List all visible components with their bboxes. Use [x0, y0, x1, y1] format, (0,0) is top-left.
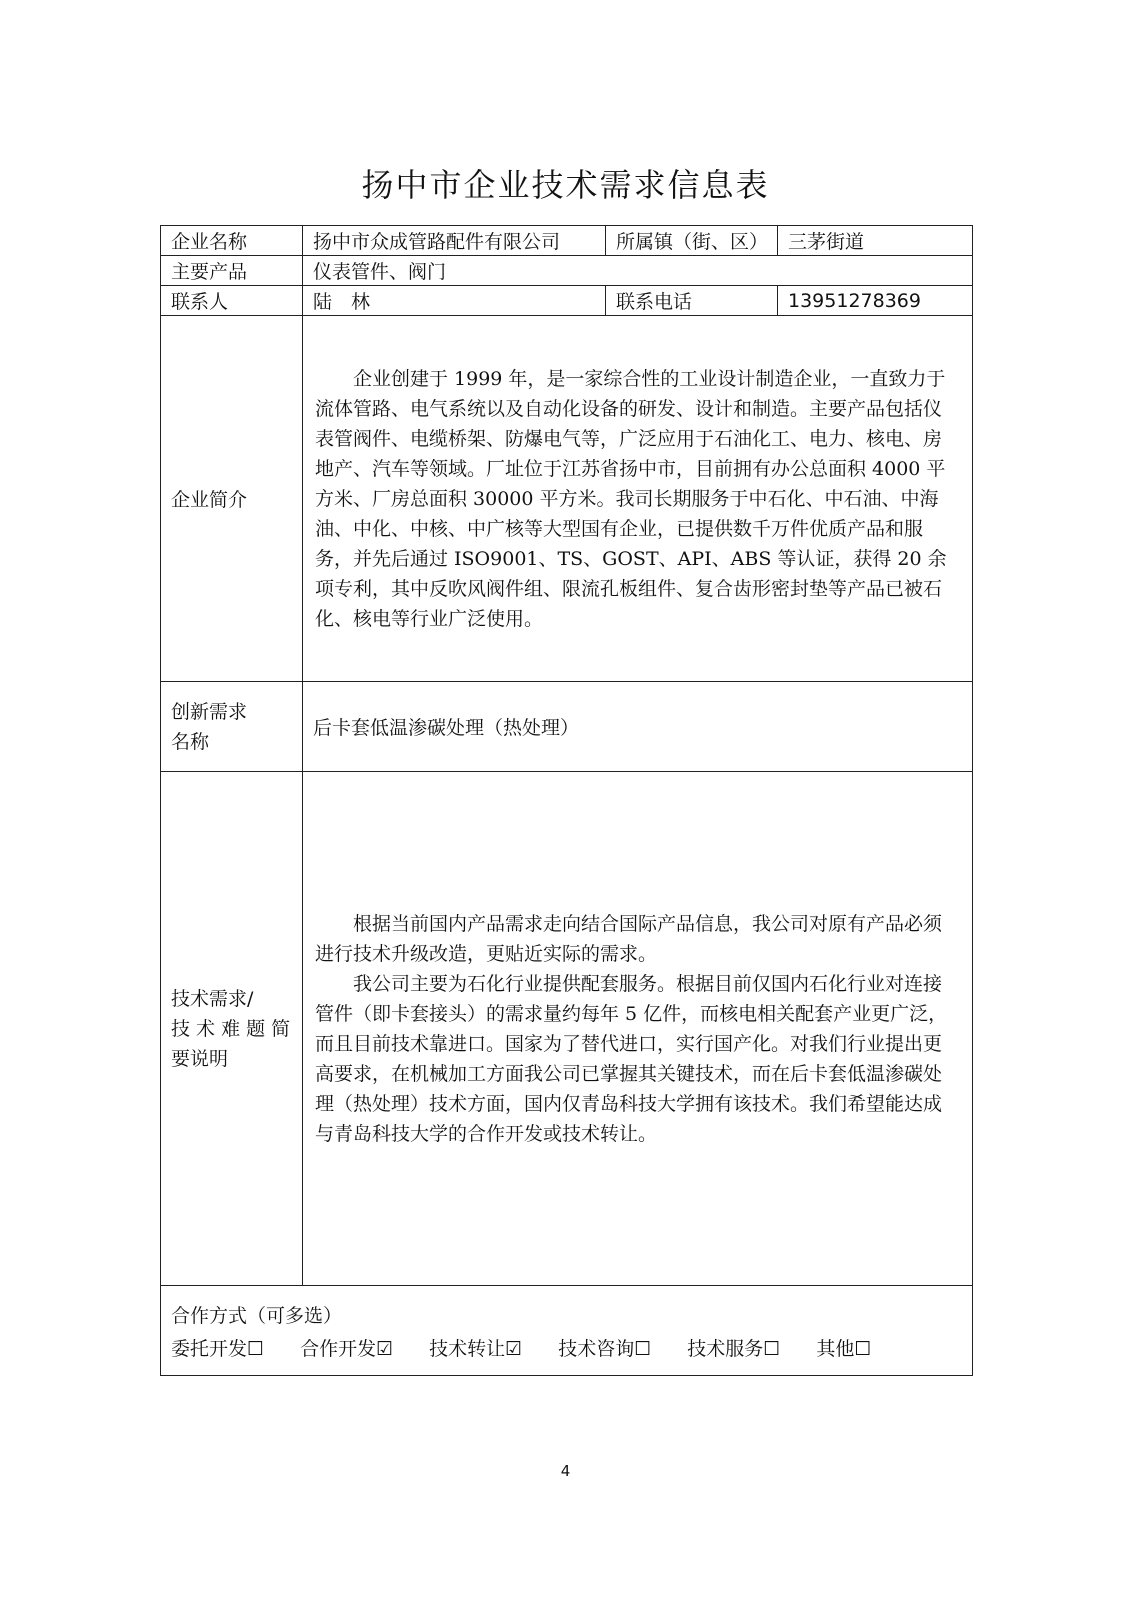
tech-demand-table: [160, 225, 973, 1376]
coop-option-label: 技术转让: [429, 1337, 506, 1360]
row-products: [161, 256, 973, 286]
tech-label-line2: 技 术 难 题 简: [171, 1017, 291, 1040]
demand-label-line1: 创新需求: [171, 700, 248, 723]
town-label: 所属镇（街、区）: [606, 226, 778, 256]
products-value: 仪表管件、阀门: [303, 256, 973, 286]
coop-option-entrust[interactable]: [171, 1334, 264, 1361]
coop-option-transfer[interactable]: [429, 1334, 522, 1361]
demand-label-line2: 名称: [171, 730, 210, 753]
coop-option-label: 技术服务: [687, 1337, 764, 1360]
checkbox-icon[interactable]: ☐: [247, 1337, 265, 1360]
intro-text: 企业创建于 1999 年，是一家综合性的工业设计制造企业，一直致力于流体管路、电气系统以及自动化设备的研发、设计和制造。主要产品包括仪表管阀件、电缆桥架、防爆电气等，广泛应用于石油化工、电力、核电、房地产、汽车等领域。厂址位于江苏省扬中市，目前拥有办公总面积 4000 平方米、厂房总面积 30000 平方米。我司长期服务于中石化、中石油、中海油、中化、中核、中广核等大型国有企业，已提供数千万件优质产品和服务，并先后通过 ISO9001、TS、GOST、API、ABS 等认证，获得 20 余项专利，其中反吹风阀件组、限流孔板组件、复合齿形密封垫等产品已被石化、核电等行业广泛使用。: [315, 367, 947, 630]
demand-value: 后卡套低温渗碳处理（热处理）: [303, 682, 973, 772]
coop-option-label: 委托开发: [171, 1337, 248, 1360]
coop-option-joint[interactable]: [300, 1334, 393, 1361]
row-demand: [161, 682, 973, 772]
company-name-label: 企业名称: [161, 226, 303, 256]
coop-option-consult[interactable]: [558, 1334, 651, 1361]
town-value: 三茅街道: [778, 226, 973, 256]
intro-label: 企业简介: [161, 316, 303, 682]
contact-label: 联系人: [161, 286, 303, 316]
tech-label: [161, 772, 303, 1286]
coop-option-other[interactable]: [816, 1334, 871, 1361]
products-label: 主要产品: [161, 256, 303, 286]
cooperation-title: 合作方式（可多选）: [171, 1304, 343, 1327]
coop-option-label: 合作开发: [300, 1337, 377, 1360]
page-title: 扬中市企业技术需求信息表: [361, 166, 770, 204]
checkbox-icon[interactable]: ☐: [854, 1337, 872, 1360]
checkbox-checked-icon[interactable]: ☑: [505, 1337, 523, 1360]
checkbox-icon[interactable]: ☐: [763, 1337, 781, 1360]
cooperation-options: [171, 1334, 962, 1361]
row-company-name: [161, 226, 973, 256]
tech-para-1: 根据当前国内产品需求走向结合国际产品信息，我公司对原有产品必须进行技术升级改造，更贴近实际的需求。: [315, 912, 943, 965]
phone-label: 联系电话: [606, 286, 778, 316]
company-name-value: 扬中市众成管路配件有限公司: [303, 226, 606, 256]
row-intro: [161, 316, 973, 682]
tech-label-line3: 要说明: [171, 1047, 229, 1070]
checkbox-checked-icon[interactable]: ☑: [376, 1337, 394, 1360]
page-number: 4: [560, 1462, 571, 1480]
row-tech: [161, 772, 973, 1286]
tech-para-2: 我公司主要为石化行业提供配套服务。根据目前仅国内石化行业对连接管件（即卡套接头）的需求量约每年 5 亿件，而核电相关配套产业更广泛，而且目前技术靠进口。国家为了替代进口，实行国产化。对我们行业提出更高要求，在机械加工方面我公司已掌握其关键技术，而在后卡套低温渗碳处理（热处理）技术方面，国内仅青岛科技大学拥有该技术。我们希望能达成与青岛科技大学的合作开发或技术转让。: [315, 972, 948, 1145]
tech-label-line1: 技术需求/: [171, 987, 254, 1010]
phone-value: 13951278369: [778, 286, 973, 316]
checkbox-icon[interactable]: ☐: [634, 1337, 652, 1360]
row-contact: [161, 286, 973, 316]
row-cooperation: [161, 1286, 973, 1376]
contact-value: 陆 林: [303, 286, 606, 316]
demand-label: [161, 682, 303, 772]
coop-option-label: 技术咨询: [558, 1337, 635, 1360]
coop-option-label: 其他: [816, 1337, 855, 1360]
coop-option-service[interactable]: [687, 1334, 780, 1361]
